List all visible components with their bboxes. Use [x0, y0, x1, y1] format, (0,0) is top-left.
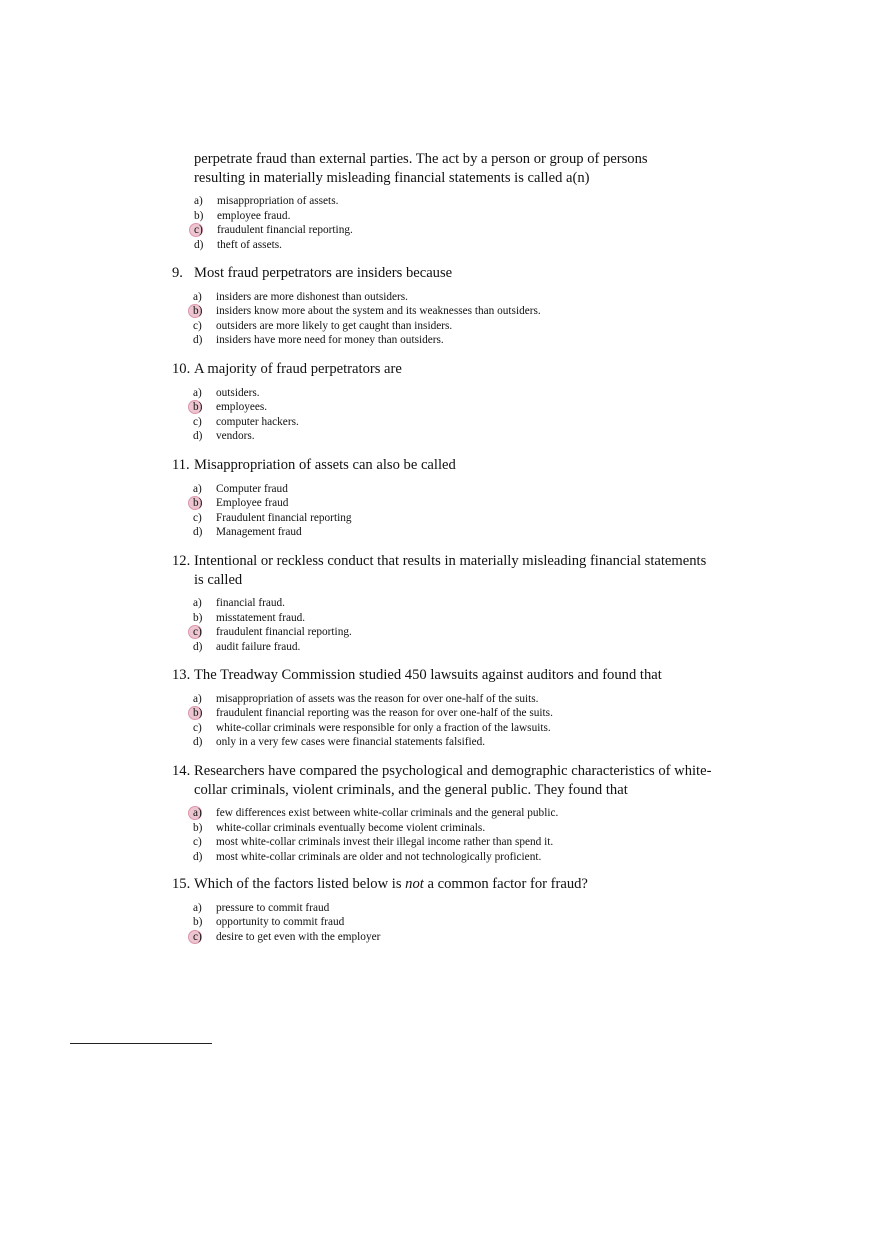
- answer-option: [193, 806, 712, 821]
- question-9: [172, 264, 712, 348]
- answer-option: [193, 706, 712, 721]
- question-number: 15.: [172, 876, 191, 892]
- option-text: fraudulent financial reporting.: [216, 626, 352, 639]
- question-number: 12.: [172, 553, 191, 569]
- question-12: [172, 552, 712, 654]
- answer-option: [193, 482, 712, 497]
- option-letter: c): [193, 930, 202, 943]
- option-letter: c): [194, 224, 203, 237]
- question-text: The Treadway Commission studied 450 lawsuits against auditors and found that: [194, 667, 662, 683]
- option-letter: a): [193, 692, 202, 705]
- option-text: most white-collar criminals invest their illegal income rather than spend it.: [216, 836, 554, 849]
- answer-option: [193, 496, 712, 511]
- option-letter: c): [193, 319, 202, 332]
- question-text: Most fraud perpetrators are insiders because: [194, 265, 453, 281]
- answer-option: [193, 901, 712, 916]
- option-text: outsiders.: [216, 386, 260, 399]
- answer-option: [193, 429, 712, 444]
- option-text: misappropriation of assets.: [217, 195, 339, 207]
- question-text: Researchers have compared the psychological and demographic characteristics of white-collar criminals, violent criminals, and the general public. They found that: [194, 763, 712, 798]
- question-text-line: perpetrate fraud than external parties. The act by a person or group of persons: [194, 151, 648, 167]
- answer-option: [193, 821, 712, 836]
- option-letter: b): [194, 209, 204, 222]
- answer-option: [193, 290, 712, 305]
- option-text: Employee fraud: [216, 497, 289, 510]
- question-11: [172, 456, 712, 540]
- option-text: few differences exist between white-collar criminals and the general public.: [216, 807, 559, 819]
- option-letter: b): [193, 707, 203, 720]
- question-13: [172, 666, 712, 750]
- answer-option: [193, 304, 712, 319]
- answer-option: [193, 721, 712, 736]
- answer-options: [172, 386, 712, 444]
- answer-options: [172, 482, 712, 540]
- question-text: Misappropriation of assets can also be called: [194, 457, 456, 473]
- option-text: employee fraud.: [217, 209, 291, 222]
- answer-options: [172, 901, 712, 945]
- footnote-rule: [70, 1043, 212, 1044]
- answer-option: [193, 525, 712, 540]
- answer-option: [193, 692, 712, 707]
- option-letter: d): [193, 334, 203, 347]
- option-text: misappropriation of assets was the reason for over one-half of the suits.: [216, 692, 539, 705]
- option-letter: b): [193, 611, 203, 624]
- answer-option: [194, 194, 714, 209]
- answer-option: [193, 930, 712, 945]
- answer-option: [193, 415, 712, 430]
- question-number: 10.: [172, 361, 191, 377]
- option-letter: a): [193, 901, 202, 914]
- question-text: A majority of fraud perpetrators are: [194, 361, 402, 377]
- option-letter: a): [194, 195, 203, 207]
- option-text: financial fraud.: [216, 597, 286, 609]
- option-letter: c): [193, 511, 202, 524]
- option-letter: d): [193, 850, 203, 863]
- option-text: most white-collar criminals are older and not technologically proficient.: [216, 850, 542, 863]
- option-letter: c): [193, 836, 202, 849]
- option-letter: d): [193, 430, 203, 443]
- question-number: 13.: [172, 667, 191, 683]
- option-letter: b): [193, 497, 203, 510]
- answer-option: [193, 611, 712, 626]
- answer-option: [193, 400, 712, 415]
- option-letter: b): [193, 916, 203, 929]
- question-number: 14.: [172, 763, 191, 779]
- question-text: Intentional or reckless conduct that results in materially misleading financial statements is called: [194, 553, 707, 588]
- answer-options: [172, 290, 712, 348]
- option-text: fraudulent financial reporting was the reason for over one-half of the suits.: [216, 707, 553, 720]
- option-letter: a): [193, 290, 202, 303]
- option-letter: b): [193, 305, 203, 318]
- answer-option: [193, 640, 712, 655]
- answer-option: [193, 835, 712, 850]
- answer-option: [193, 596, 712, 611]
- option-letter: a): [193, 386, 202, 399]
- option-text: misstatement fraud.: [216, 611, 306, 624]
- answer-option: [193, 625, 712, 640]
- option-text: Computer fraud: [216, 482, 288, 495]
- question-10: [172, 360, 712, 444]
- question-14: [172, 762, 712, 864]
- option-letter: b): [193, 401, 203, 414]
- option-letter: c): [193, 415, 202, 428]
- question-15: [172, 875, 712, 944]
- answer-option: [193, 915, 712, 930]
- answer-option: [193, 850, 712, 865]
- answer-options: [172, 806, 712, 864]
- option-letter: d): [193, 736, 203, 749]
- answer-option: [193, 386, 712, 401]
- option-text: employees.: [216, 401, 268, 414]
- option-text: fraudulent financial reporting.: [217, 224, 353, 237]
- answer-option: [194, 238, 714, 253]
- option-letter: a): [193, 807, 202, 819]
- answer-option: [194, 209, 714, 224]
- option-letter: c): [193, 721, 202, 734]
- option-letter: b): [193, 821, 203, 834]
- question-text: Which of the factors listed below is not a common factor for fraud?: [194, 876, 588, 892]
- answer-options: [194, 194, 714, 252]
- option-text: Fraudulent financial reporting: [216, 511, 352, 524]
- option-text: desire to get even with the employer: [216, 930, 381, 943]
- option-text: opportunity to commit fraud: [216, 916, 345, 929]
- option-letter: a): [193, 482, 202, 495]
- option-text: white-collar criminals were responsible for only a fraction of the lawsuits.: [216, 721, 551, 734]
- option-text: pressure to commit fraud: [216, 901, 330, 914]
- option-text: insiders know more about the system and its weaknesses than outsiders.: [216, 305, 541, 318]
- option-text: Management fraud: [216, 526, 302, 539]
- answer-options: [172, 596, 712, 654]
- answer-option: [193, 333, 712, 348]
- emphasis-not: not: [405, 876, 424, 892]
- option-letter: d): [193, 640, 203, 653]
- answer-options: [172, 692, 712, 750]
- question-number: 11.: [172, 457, 190, 473]
- answer-option: [193, 735, 712, 750]
- option-letter: a): [193, 597, 202, 609]
- answer-option: [194, 223, 714, 238]
- answer-option: [193, 511, 712, 526]
- option-letter: d): [194, 238, 204, 251]
- answer-option: [193, 319, 712, 334]
- option-letter: c): [193, 626, 202, 639]
- option-text: computer hackers.: [216, 415, 299, 428]
- option-text: audit failure fraud.: [216, 640, 301, 653]
- option-text: vendors.: [216, 430, 255, 443]
- option-letter: d): [193, 526, 203, 539]
- option-text: only in a very few cases were financial statements falsified.: [216, 736, 486, 749]
- question-number: 9.: [172, 265, 183, 281]
- option-text: outsiders are more likely to get caught than insiders.: [216, 319, 453, 332]
- question-8-continuation: [194, 150, 714, 252]
- option-text: insiders are more dishonest than outsiders.: [216, 290, 409, 303]
- option-text: insiders have more need for money than outsiders.: [216, 334, 444, 347]
- option-text: theft of assets.: [217, 238, 282, 251]
- question-text-line: resulting in materially misleading financial statements is called a(n): [194, 169, 590, 186]
- option-text: white-collar criminals eventually become violent criminals.: [216, 821, 486, 834]
